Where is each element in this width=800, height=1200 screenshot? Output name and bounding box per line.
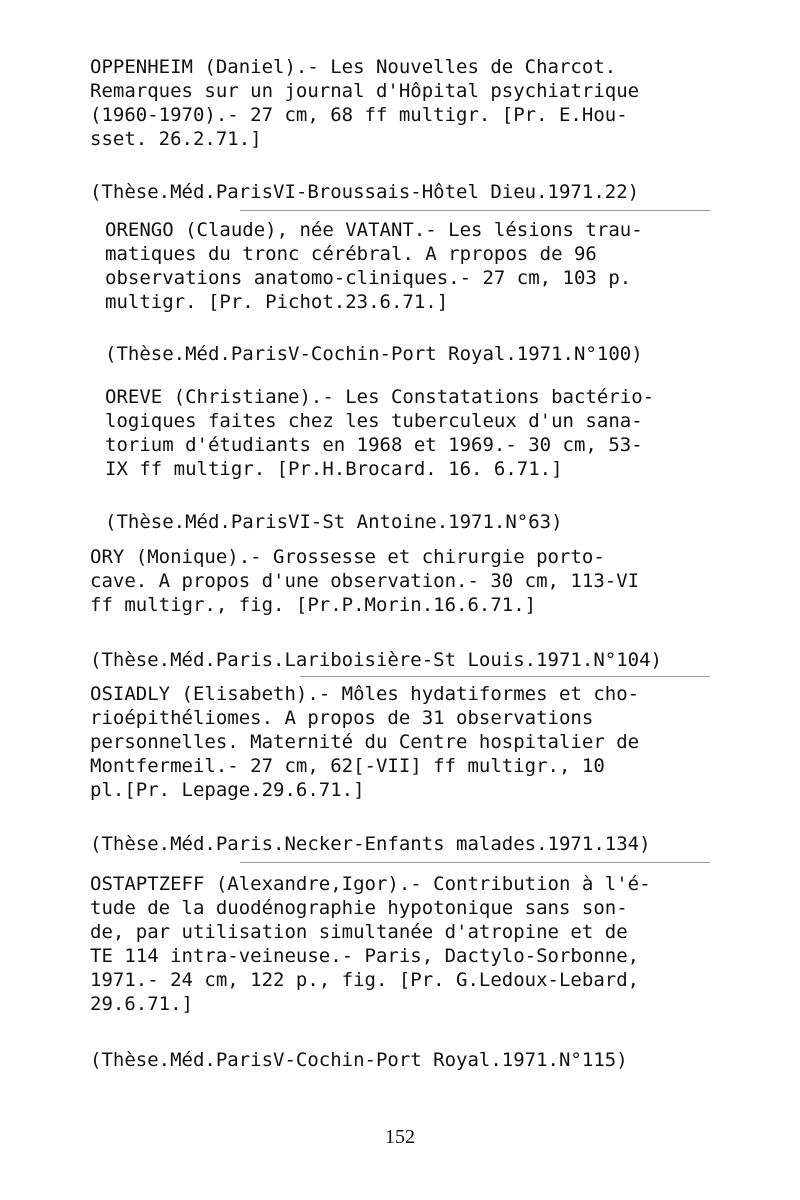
thesis-location: (Thèse.Méd.Paris.Lariboisière-St Louis.1971.N°104) xyxy=(90,649,662,671)
entry-text-line: multigr. [Pr. Pichot.23.6.71.] xyxy=(105,291,449,313)
bibliographic-entry xyxy=(90,55,710,151)
entry-text-line: OSTAPTZEFF (Alexandre,Igor).- Contribution à l'é- xyxy=(90,873,651,895)
entry-text-line: ORY (Monique).- Grossesse et chirurgie porto- xyxy=(90,546,605,568)
entry-text-line: de, par utilisation simultanée d'atropine et de xyxy=(90,921,628,943)
entry-text-line: tude de la duodénographie hypotonique sans son- xyxy=(90,897,628,919)
entry-text-line: cave. A propos d'une observation.- 30 cm, 113-VI xyxy=(90,570,640,592)
entry-text-line: IX ff multigr. [Pr.H.Brocard. 16. 6.71.] xyxy=(105,458,563,480)
entry-text-line: 29.6.71.] xyxy=(90,993,193,1015)
thesis-location: (Thèse.Méd.ParisV-Cochin-Port Royal.1971.N°100) xyxy=(105,343,643,365)
bibliographic-entry xyxy=(105,218,725,314)
entry-text-line: sset. 26.2.71.] xyxy=(90,128,262,150)
bibliographic-entry xyxy=(90,545,710,617)
entry-text-line: pl.[Pr. Lepage.29.6.71.] xyxy=(90,779,365,801)
entry-text-line: personnelles. Maternité du Centre hospitalier de xyxy=(90,731,640,753)
entry-text-line: rioépithéliomes. A propos de 31 observations xyxy=(90,707,594,729)
thesis-location: (Thèse.Méd.ParisVI-St Antoine.1971.N°63) xyxy=(105,511,563,533)
bibliographic-entry xyxy=(90,872,710,1016)
thesis-location: (Thèse.Méd.Paris.Necker-Enfants malades.1971.134) xyxy=(90,833,651,855)
entry-text-line: (1960-1970).- 27 cm, 68 ff multigr. [Pr. E.Hou- xyxy=(90,104,628,126)
entry-text-line: OSIADLY (Elisabeth).- Môles hydatiformes et cho- xyxy=(90,683,640,705)
entry-text-line: matiques du tronc cérébral. A rpropos de 96 xyxy=(105,243,597,265)
thesis-location: (Thèse.Méd.ParisV-Cochin-Port Royal.1971.N°115) xyxy=(90,1049,628,1071)
entry-text-line: logiques faites chez les tuberculeux d'un sana- xyxy=(105,410,643,432)
entry-text-line: observations anatomo-cliniques.- 27 cm, 103 p. xyxy=(105,267,632,289)
entry-text-line: Montfermeil.- 27 cm, 62[-VII] ff multigr., 10 xyxy=(90,755,605,777)
separator-rule xyxy=(240,862,710,863)
entry-text-line: ORENGO (Claude), née VATANT.- Les lésions trau- xyxy=(105,219,643,241)
entry-text-line: OPPENHEIM (Daniel).- Les Nouvelles de Charcot. xyxy=(90,56,617,78)
bibliographic-entry xyxy=(105,385,725,481)
entry-text-line: ff multigr., fig. [Pr.P.Morin.16.6.71.] xyxy=(90,594,537,616)
thesis-location: (Thèse.Méd.ParisVI-Broussais-Hôtel Dieu.1971.22) xyxy=(90,181,640,203)
entry-text-line: 1971.- 24 cm, 122 p., fig. [Pr. G.Ledoux-Lebard, xyxy=(90,969,640,991)
separator-rule xyxy=(300,676,710,677)
page-number: 152 xyxy=(385,1126,415,1148)
entry-text-line: torium d'étudiants en 1968 et 1969.- 30 cm, 53- xyxy=(105,434,643,456)
bibliographic-entry xyxy=(90,682,710,802)
separator-rule xyxy=(240,210,710,211)
entry-text-line: Remarques sur un journal d'Hôpital psychiatrique xyxy=(90,80,640,102)
entry-text-line: OREVE (Christiane).- Les Constatations bactério- xyxy=(105,386,655,408)
entry-text-line: TE 114 intra-veineuse.- Paris, Dactylo-Sorbonne, xyxy=(90,945,640,967)
